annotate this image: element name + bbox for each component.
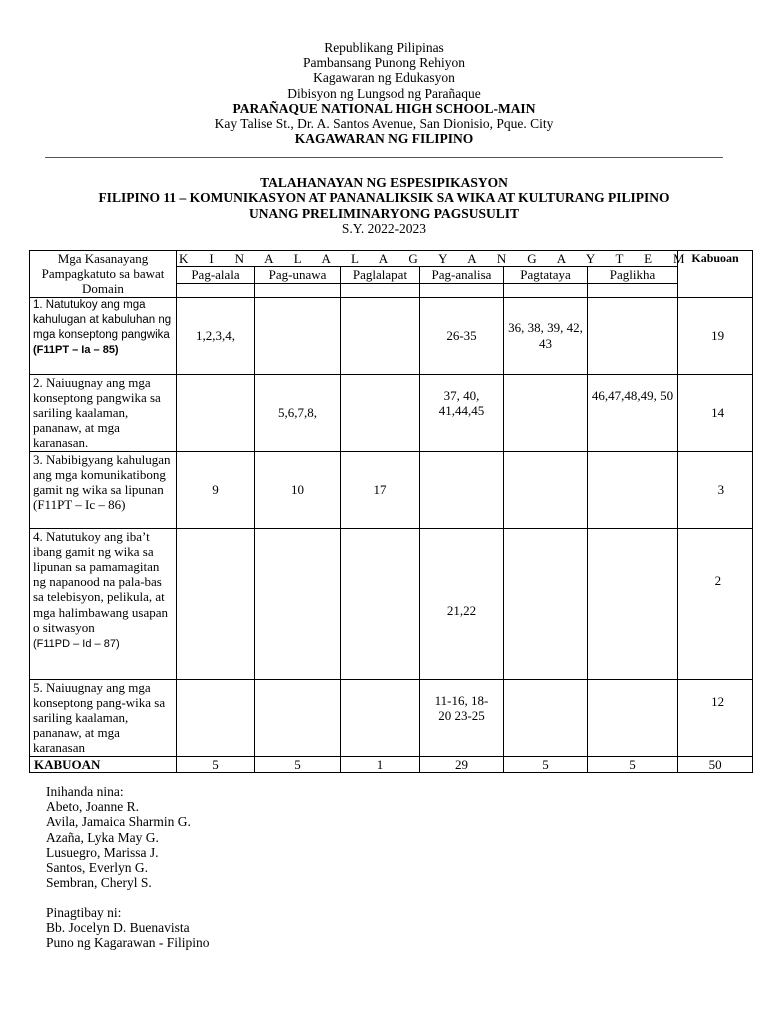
- totals-row: [30, 756, 753, 772]
- item-cell: [255, 679, 341, 756]
- domain-cell: 1. Natutukoy ang mga kahulugan at kabuluhan ng mga konseptong pangwika (F11PT – Ia – 85): [30, 297, 177, 374]
- item-cell: 11-16, 18-20 23-25: [420, 679, 504, 756]
- specification-table: [29, 250, 753, 773]
- domain-cell: 3. Nabibigyang kahulugan ang mga komunikatibong gamit ng wika sa lipunan (F11PT – Ic – 86): [30, 451, 177, 528]
- item-cell: 46,47,48,49, 50: [588, 374, 678, 451]
- item-cell: [504, 374, 588, 451]
- subject-department: KAGAWARAN NG FILIPINO: [294, 131, 474, 147]
- row-total: 3: [678, 451, 753, 528]
- item-cell: 37, 40, 41,44,45: [420, 374, 504, 451]
- item-cell: [341, 528, 420, 679]
- preparer-name: Lusuegro, Marissa J.: [46, 844, 159, 860]
- preparer-name: Sembran, Cheryl S.: [46, 875, 152, 891]
- approved-by-label: Pinagtibay ni:: [46, 905, 122, 920]
- table-row: [30, 297, 753, 374]
- item-cell: [588, 528, 678, 679]
- level-total: 5: [504, 756, 588, 772]
- approver-position: Puno ng Kagarawan - Filipino: [46, 935, 210, 951]
- header-divider: [45, 157, 723, 158]
- item-cell: 17: [341, 451, 420, 528]
- level-header-evaluating: Pagtataya: [504, 267, 588, 283]
- subject-title: FILIPINO 11 – KOMUNIKASYON AT PANANALIKSIK SA WIKA AT KULTURANG PILIPINO: [98, 190, 670, 206]
- level-header-applying: Paglalapat: [341, 267, 420, 283]
- prepared-by-label: Inihanda nina:: [46, 784, 124, 799]
- level-header-analyzing: Pag-analisa: [420, 267, 504, 283]
- domain-cell: 2. Naiuugnay ang mga konseptong pangwika sa sariling kaalaman, pananaw, at mga karanasan.: [30, 374, 177, 451]
- division-line: Dibisyon ng Lungsod ng Parañaque: [287, 85, 481, 101]
- domain-cell: 5. Naiuugnay ang mga konseptong pang-wika sa sariling kaalaman, pananaw, at mga karanasan: [30, 679, 177, 756]
- level-header-remembering: Pag-alala: [177, 267, 255, 283]
- item-cell: [177, 374, 255, 451]
- school-name: PARAÑAQUE NATIONAL HIGH SCHOOL-MAIN: [232, 100, 536, 116]
- country-line: Republikang Pilipinas: [324, 40, 444, 55]
- item-cell: [588, 451, 678, 528]
- total-header: Kabuoan: [678, 251, 753, 298]
- row-total: 19: [678, 297, 753, 374]
- table-row: [30, 679, 753, 756]
- item-cell: [420, 451, 504, 528]
- item-cell: [341, 679, 420, 756]
- totals-label: KABUOAN: [30, 756, 177, 772]
- preparer-name: Azaña, Lyka May G.: [46, 829, 159, 845]
- item-cell: 1,2,3,4,: [177, 297, 255, 374]
- row-total: 12: [678, 679, 753, 756]
- item-cell: 21,22: [420, 528, 504, 679]
- item-cell: [504, 528, 588, 679]
- item-cell: [255, 297, 341, 374]
- item-cell: [341, 374, 420, 451]
- item-cell: 26-35: [420, 297, 504, 374]
- approved-by-section: [46, 905, 209, 951]
- table-row: [30, 528, 753, 679]
- document-titles: [0, 175, 768, 237]
- item-cell: [588, 297, 678, 374]
- domain-cell: 4. Natutukoy ang iba’t ibang gamit ng wika sa lipunan sa pamamagitan ng napanood na pala-bas sa telebisyon, pelikula, at mga halimbawang usapan o sitwasyon (F11PD – Id – 87): [30, 528, 177, 679]
- item-cell: [177, 528, 255, 679]
- table-row: [30, 374, 753, 451]
- domain-header: Mga Kasanayang Pampagkatuto sa bawat Domain: [30, 251, 177, 298]
- row-total: 2: [678, 528, 753, 679]
- level-total: 5: [588, 756, 678, 772]
- prepared-by-section: [46, 784, 191, 890]
- item-cell: [588, 679, 678, 756]
- item-cell: [504, 451, 588, 528]
- preparer-name: Abeto, Joanne R.: [46, 799, 139, 815]
- item-cell: 9: [177, 451, 255, 528]
- exam-title: UNANG PRELIMINARYONG PAGSUSULIT: [248, 205, 520, 221]
- department-line: Kagawaran ng Edukasyon: [313, 70, 455, 86]
- level-total: 1: [341, 756, 420, 772]
- document-title: TALAHANAYAN NG ESPESIPIKASYON: [260, 175, 508, 190]
- item-cell: 10: [255, 451, 341, 528]
- level-total: 5: [177, 756, 255, 772]
- level-header-understanding: Pag-unawa: [255, 267, 341, 283]
- level-total: 5: [255, 756, 341, 772]
- level-total: 29: [420, 756, 504, 772]
- letterhead: [0, 40, 768, 146]
- approver-name: Bb. Jocelyn D. Buenavista: [46, 920, 190, 936]
- school-address: Kay Talise St., Dr. A. Santos Avenue, San Dionisio, Pque. City: [214, 116, 554, 132]
- item-cell: [341, 297, 420, 374]
- table-row: [30, 451, 753, 528]
- preparer-name: Santos, Everlyn G.: [46, 860, 148, 876]
- item-cell: [177, 679, 255, 756]
- item-cell: 5,6,7,8,: [255, 374, 341, 451]
- preparer-name: Avila, Jamaica Sharmin G.: [46, 814, 191, 830]
- region-line: Pambansang Punong Rehiyon: [303, 55, 465, 71]
- level-header-creating: Paglikha: [588, 267, 678, 283]
- school-year: S.Y. 2022-2023: [341, 221, 427, 237]
- item-placement-header: K I N A L A L A G Y A N G A Y T E M: [177, 251, 678, 267]
- item-cell: 36, 38, 39, 42, 43: [504, 297, 588, 374]
- grand-total: 50: [678, 756, 753, 772]
- item-cell: [255, 528, 341, 679]
- row-total: 14: [678, 374, 753, 451]
- item-cell: [504, 679, 588, 756]
